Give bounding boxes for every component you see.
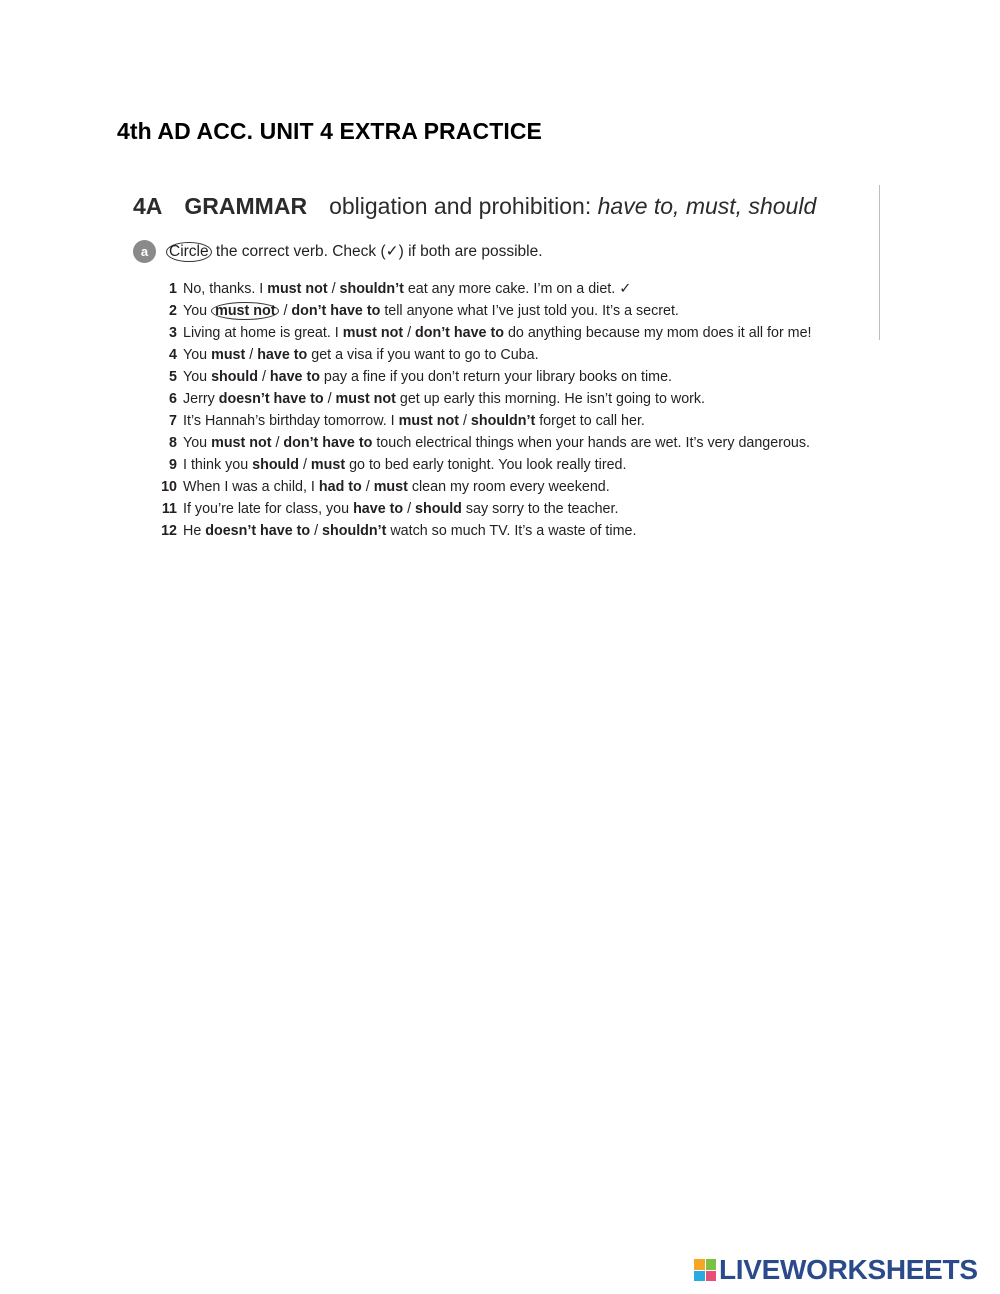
sentence-end: pay a fine if you don’t return your library books on time.: [319, 369, 672, 385]
item-sentence: [183, 410, 645, 432]
section-topic: [329, 193, 816, 219]
exercise-instruction: [133, 240, 543, 263]
section-code: 4A: [133, 193, 163, 219]
option-separator: /: [403, 501, 416, 517]
item-number: 6: [169, 391, 177, 407]
sentence-start: Living at home is great. I: [183, 325, 343, 341]
item-number: 3: [169, 325, 177, 341]
sentence-start: You: [183, 303, 212, 319]
option-separator: /: [458, 413, 471, 429]
item-number: 11: [161, 501, 177, 517]
option-a[interactable]: must not: [267, 281, 328, 297]
option-separator: /: [310, 523, 323, 539]
option-a[interactable]: should: [211, 369, 258, 385]
sentence-end: touch electrical things when your hands are wet. It’s very dangerous.: [372, 435, 810, 451]
option-b[interactable]: have to: [269, 369, 320, 385]
sentence-end: say sorry to the teacher.: [461, 501, 619, 517]
option-a[interactable]: must: [211, 347, 246, 363]
option-separator: /: [403, 325, 416, 341]
sentence-end: get a visa if you want to go to Cuba.: [307, 347, 539, 363]
option-b[interactable]: shouldn’t: [322, 523, 387, 539]
logo-square: [694, 1259, 705, 1270]
section-heading: [133, 193, 816, 220]
exercise-item: [150, 498, 812, 520]
item-sentence: [183, 388, 705, 410]
exercise-item: [150, 388, 812, 410]
option-a[interactable]: must not: [398, 413, 459, 429]
sentence-start: No, thanks. I: [183, 281, 268, 297]
item-number: 7: [169, 413, 177, 429]
option-a[interactable]: doesn’t have to: [205, 523, 311, 539]
item-sentence: [183, 300, 679, 322]
item-number: 1: [169, 281, 177, 297]
option-separator: /: [327, 281, 340, 297]
item-number: 10: [161, 479, 177, 495]
option-b[interactable]: must: [310, 457, 346, 473]
sentence-start: It’s Hannah’s birthday tomorrow. I: [183, 413, 399, 429]
item-sentence: [183, 454, 626, 476]
sentence-end: go to bed early tonight. You look really tired.: [345, 457, 627, 473]
section-category: GRAMMAR: [184, 193, 308, 219]
option-separator: /: [361, 479, 374, 495]
exercise-item: [150, 278, 812, 300]
exercise-item: [150, 410, 812, 432]
sentence-end: eat any more cake. I’m on a diet. ✓: [403, 281, 632, 297]
option-b[interactable]: don’t have to: [283, 435, 373, 451]
option-separator: /: [299, 457, 311, 473]
option-b[interactable]: must not: [335, 391, 396, 407]
exercise-item: [150, 322, 812, 344]
option-a[interactable]: have to: [353, 501, 404, 517]
logo-square: [706, 1259, 717, 1270]
option-a[interactable]: must not: [342, 325, 404, 341]
exercise-badge: a: [133, 240, 156, 263]
item-number: 12: [161, 523, 177, 539]
item-sentence: [183, 476, 610, 498]
liveworksheets-logo: [694, 1254, 978, 1286]
option-separator: /: [271, 435, 284, 451]
sentence-start: You: [183, 435, 212, 451]
option-separator: /: [279, 303, 292, 319]
logo-square: [694, 1271, 705, 1282]
logo-square: [706, 1271, 717, 1282]
item-sentence: [183, 344, 539, 366]
sentence-end: get up early this morning. He isn’t going to work.: [395, 391, 706, 407]
option-a[interactable]: must not: [211, 435, 272, 451]
sentence-start: Jerry: [183, 391, 219, 407]
item-sentence: [183, 322, 812, 344]
sentence-start: You: [183, 347, 212, 363]
topic-prefix: obligation and prohibition:: [329, 193, 598, 219]
option-b[interactable]: must: [373, 479, 408, 495]
option-separator: /: [257, 369, 270, 385]
item-sentence: [183, 520, 636, 542]
option-separator: /: [323, 391, 336, 407]
item-number: 2: [169, 303, 177, 319]
exercise-item: [150, 476, 812, 498]
exercise-item: [150, 454, 812, 476]
topic-italic: have to, must, should: [597, 193, 817, 219]
item-sentence: [183, 278, 631, 300]
option-a[interactable]: doesn’t have to: [218, 391, 324, 407]
circle-word: Circle: [166, 242, 212, 262]
exercise-items: [150, 278, 812, 542]
item-number: 4: [169, 347, 177, 363]
circled-option[interactable]: must not: [211, 302, 279, 320]
item-number: 9: [169, 457, 177, 473]
item-sentence: [183, 366, 672, 388]
exercise-item: [150, 432, 812, 454]
page-title: 4th AD ACC. UNIT 4 EXTRA PRACTICE: [117, 118, 542, 144]
sentence-start: You: [183, 369, 212, 385]
sentence-start: I think you: [183, 457, 253, 473]
sentence-end: forget to call her.: [535, 413, 645, 429]
option-b[interactable]: have to: [257, 347, 308, 363]
column-divider: [879, 185, 880, 340]
item-sentence: [183, 498, 618, 520]
option-a[interactable]: had to: [318, 479, 362, 495]
logo-mark-icon: [694, 1259, 716, 1281]
sentence-end: tell anyone what I’ve just told you. It’s a secret.: [380, 303, 679, 319]
option-b[interactable]: shouldn’t: [470, 413, 536, 429]
option-b[interactable]: don’t have to: [415, 325, 504, 341]
exercise-item: [150, 520, 812, 542]
option-separator: /: [245, 347, 258, 363]
item-sentence: [183, 432, 810, 454]
exercise-item: [150, 344, 812, 366]
option-b[interactable]: should: [415, 501, 462, 517]
sentence-start: When I was a child, I: [183, 479, 319, 495]
exercise-item: [150, 300, 812, 322]
item-number: 5: [169, 369, 177, 385]
instruction-text: the correct verb. Check (✓) if both are possible.: [211, 243, 543, 260]
option-b[interactable]: don’t have to: [291, 303, 381, 319]
option-a[interactable]: should: [252, 457, 299, 473]
option-b[interactable]: shouldn’t: [339, 281, 404, 297]
exercise-item: [150, 366, 812, 388]
sentence-end: watch so much TV. It’s a waste of time.: [386, 523, 637, 539]
sentence-start: If you’re late for class, you: [183, 501, 354, 517]
sentence-end: do anything because my mom does it all for me!: [503, 325, 812, 341]
sentence-start: He: [183, 523, 206, 539]
sentence-end: clean my room every weekend.: [407, 479, 610, 495]
logo-text: LIVEWORKSHEETS: [719, 1254, 978, 1285]
item-number: 8: [169, 435, 177, 451]
